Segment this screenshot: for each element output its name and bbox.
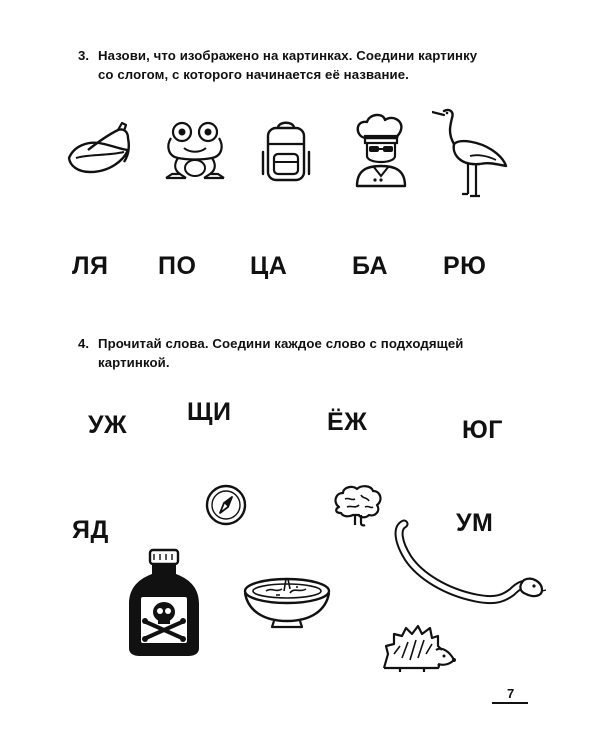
chef-icon: [351, 112, 411, 188]
syllable-2: ПО: [158, 252, 197, 280]
task-3-number: 3.: [78, 48, 90, 63]
frog-icon: [162, 120, 228, 184]
syllable-5: РЮ: [443, 252, 487, 280]
snake-icon: [394, 514, 546, 614]
word-shchi: ЩИ: [187, 398, 232, 426]
syllable-3: ЦА: [250, 252, 288, 280]
heron-icon: [432, 106, 508, 200]
word-yug: ЮГ: [462, 416, 503, 444]
task-4-number: 4.: [78, 336, 90, 351]
word-yozh: ЁЖ: [327, 408, 368, 436]
poison-bottle-icon: [126, 548, 202, 658]
syllable-4: БА: [352, 252, 389, 280]
word-uzh: УЖ: [88, 411, 128, 439]
task-3-line-1: Назови, что изображено на картинках. Соедини картинку: [98, 48, 478, 63]
hedgehog-icon: [380, 624, 456, 674]
page-number-underline: [492, 702, 528, 704]
task-4-instruction: [78, 334, 530, 372]
soup-bowl-icon: [242, 575, 332, 631]
task-3-instruction: [78, 46, 530, 84]
syllable-1: ЛЯ: [72, 252, 109, 280]
banana-icon: [66, 120, 136, 182]
word-yad: ЯД: [72, 516, 109, 544]
word-um: УМ: [456, 509, 494, 537]
brain-icon: [331, 483, 385, 529]
page-number: 7: [507, 686, 515, 701]
task-4-line-2: картинкой.: [98, 355, 170, 370]
compass-icon: [204, 483, 248, 527]
task-3-line-2: со слогом, с которого начинается её название.: [98, 67, 409, 82]
backpack-icon: [260, 118, 312, 184]
task-4-line-1: Прочитай слова. Соедини каждое слово с подходящей: [98, 336, 464, 351]
